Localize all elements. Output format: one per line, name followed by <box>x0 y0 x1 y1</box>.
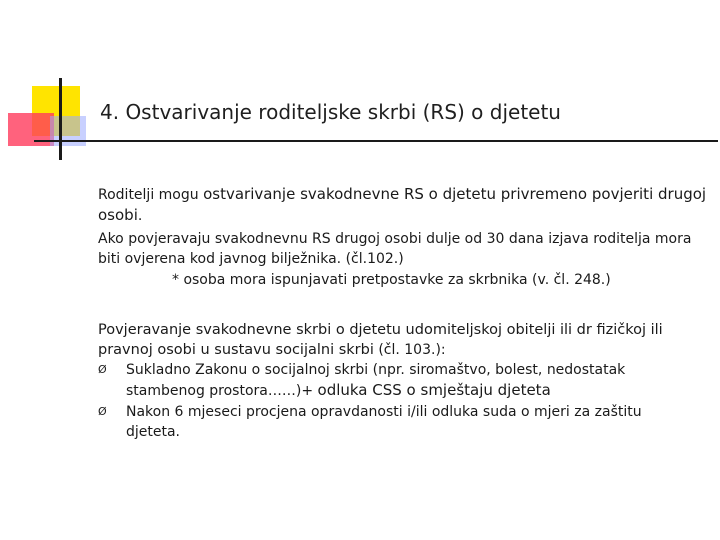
paragraph-parents <box>98 184 708 226</box>
title-underline <box>34 140 718 142</box>
arrow-bullet-icon: Ø <box>98 405 107 418</box>
bullet-item-text: Nakon 6 mjeseci procjena opravdanosti i/ili odluka suda o mjeri za zaštitu djeteta. <box>126 404 642 440</box>
paragraph-notary: Ako povjeravaju svakodnevnu RS drugoj osobi dulje od 30 dana izjava roditelja mora biti ovjerena kod javnog bilježnika. (čl.102.) <box>98 231 692 267</box>
paragraph-parents-emphasis: ostvarivanje svakodnevne RS o djetetu privremeno povjeriti drugoj osobi <box>98 185 707 224</box>
paragraph-foster-care <box>98 320 698 360</box>
paragraph-foster-care-ref: (čl. 103.): <box>373 342 446 358</box>
paragraph-foster-care-main: Povjeravanje svakodnevne skrbi o djetetu udomiteljskoj obitelji ili dr fizičkoj ili pravnoj osobi u sustavu socijalni skrbi <box>98 322 663 358</box>
bullet-item <box>126 402 686 442</box>
bullet-item-emphasis: odluka CSS o smještaju djeteta <box>317 381 551 399</box>
bullet-item <box>126 360 686 401</box>
paragraph-parents-lead: Roditelji mogu <box>98 187 204 203</box>
bullet-item-text: Sukladno Zakonu o socijalnoj skrbi (npr. siromaštvo, bolest, nedostatak stambenog prostora……)+ <box>126 362 626 399</box>
slide-title: 4. Ostvarivanje roditeljske skrbi (RS) o djetetu <box>100 100 561 124</box>
decorative-logo <box>0 0 100 170</box>
paragraph-parents-end: . <box>137 208 143 224</box>
arrow-bullet-icon: Ø <box>98 363 107 376</box>
paragraph-guardian-note: * osoba mora ispunjavati pretpostavke za skrbnika (v. čl. 248.) <box>172 272 611 288</box>
vertical-rule <box>59 78 62 160</box>
